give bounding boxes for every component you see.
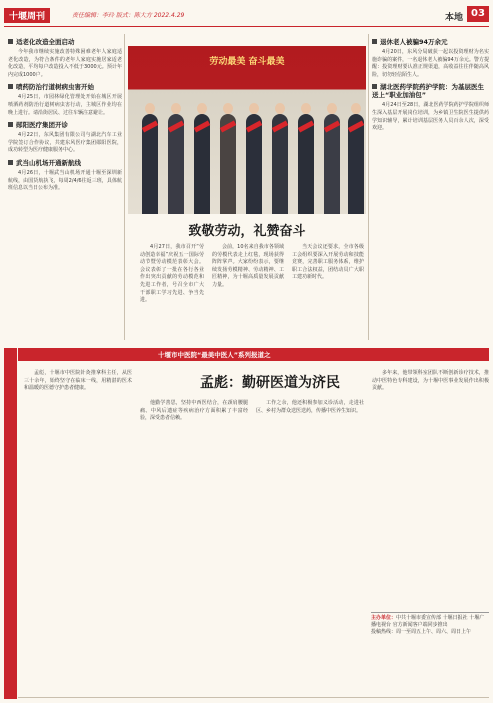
bullet-icon — [8, 39, 13, 44]
profile-headline: 孟彪：勤研医道为济民 — [200, 375, 340, 391]
bullet-icon — [8, 160, 13, 165]
story-column: 多年来，他带领科室团队不断创新诊疗技术，推动中医特色专科建设，为十堰中医事业发展作出积极贡献。 — [372, 370, 489, 392]
section-side-bar — [4, 348, 17, 699]
series-banner — [18, 348, 489, 361]
organizer-text: 中共十堰市委宣传部 十堰日报社 十堰广播电视台 官方新闻客户端同步推出 — [371, 615, 485, 628]
honoree-figure — [220, 114, 236, 214]
honoree-figure — [194, 114, 210, 214]
honoree-figure — [246, 114, 262, 214]
editor-credits: 责任编辑：李玲 版式：陈大方 2022.4.29 — [72, 12, 185, 19]
series-title: 十堰市中医院“最美中医人”系列报道之 — [158, 351, 271, 359]
brief-body: 今年我市继续实施改善特殊困难老年人家庭适老化改造，为符合条件的老年人家庭实施居家适老化改造，平均每户改造投入不低于3000元。预计年内完成1000户。 — [8, 49, 122, 78]
header-rule — [4, 26, 489, 27]
organizer-box — [371, 612, 489, 636]
section-label: 本地 — [444, 13, 463, 23]
news-brief — [8, 38, 122, 79]
organizer-tag: 主办单位： — [371, 615, 397, 621]
news-brief — [372, 83, 489, 132]
bullet-icon — [8, 122, 13, 127]
brief-title: 武当山机场开通新航线 — [16, 158, 81, 167]
brief-body: 4月26日，十堰武当山机场开通十堰至深圳新航线，由国货航执飞，每周2/4/6往返三班，具体航班信息以当日公布为准。 — [8, 169, 122, 192]
story-column: 孟彪，十堰市中医院针灸推拿科主任，从医三十余年，始终坚守在临床一线，用精湛的医术和温暖的医德守护患者健康。 — [24, 370, 132, 392]
stage-banner: 劳动最美 奋斗最美 — [209, 57, 285, 67]
honoree-figure — [324, 114, 340, 214]
brief-title: 郧阳医疗集团开诊 — [16, 121, 68, 130]
brief-body: 4月24日至28日，湖北医药学院药护学院组织师生深入基层开展岗位培训，为乡镇卫生院医生提供药学知识辅导，累计培训基层医务人员百余人次，深受欢迎。 — [372, 102, 489, 132]
brief-body: 4月22日，东风集团有限公司与湖北汽车工业学院签订合作协议，共建东风医疗集团郧阳医院，成功转型为医疗健康服务中心。 — [8, 132, 122, 154]
news-brief — [8, 159, 122, 193]
brief-title: 退休老人被骗94万余元 — [380, 38, 448, 46]
brief-body: 4月20日，东风分局破获一起以投资理财为名实施诈骗的案件，一名退休老人被骗94万余元。警方提醒：投资理财要认准正规渠道，高收益往往伴随高风险，切勿轻信陌生人。 — [372, 49, 489, 78]
story-column: 当天会议还要求，全市各级工会组织要深入开展劳动和技能竞赛，完善职工服务体系，维护职工合法权益，团结动员广大职工建功新时代。 — [292, 244, 364, 281]
page-header — [0, 0, 493, 26]
bullet-icon — [372, 84, 377, 89]
honoree-figure — [348, 114, 364, 214]
masthead: 十堰周刊 — [4, 8, 50, 23]
brief-title: 喷药防治行道树病虫害开始 — [16, 83, 94, 92]
news-brief — [8, 83, 122, 117]
honoree-figure — [298, 114, 314, 214]
story-column: 他勤学善思，坚持中西医结合，在颈肩腰腿痛、中风后遗症等疾病治疗方面积累了丰富经验，深受患者信赖。 — [140, 400, 248, 422]
story-column: 工作之余，他还积极参加义诊活动，走进社区、乡村为群众送医送药，传播中医养生知识。 — [256, 400, 364, 414]
honoree-figure — [272, 114, 288, 214]
brief-body: 4月25日，市园林绿化管理处开始在城区开展喷洒药剂防治行道树病虫害行动，主城区作业均在晚上进行。请沿街居民、过往车辆注意避让。 — [8, 94, 122, 116]
brief-title: 适老化改造全面启动 — [16, 38, 75, 46]
news-brief — [8, 121, 122, 155]
honoree-figure — [142, 114, 158, 214]
footer-rule — [18, 697, 489, 698]
column-divider — [124, 34, 125, 340]
right-news-column — [372, 34, 489, 134]
hotline-text: 投稿热线：周一至周五上午、周六、周日上午 — [371, 629, 472, 635]
column-divider — [368, 34, 369, 340]
brief-title: 湖北医药学院药护学院：为基层医生送上“职业加油包” — [372, 83, 484, 100]
award-ceremony-photo — [128, 46, 366, 214]
news-brief — [372, 38, 489, 79]
left-news-column — [8, 34, 122, 194]
honoree-figure — [168, 114, 184, 214]
page-number: 03 — [467, 6, 489, 22]
bullet-icon — [372, 39, 377, 44]
story-column: 4月27日，我市召开“劳动创造幸福”庆祝五一国际劳动节暨劳动模范表彰大会。会议表彰了一批在各行各业作出突出贡献的劳动模范和先进工作者，号召全市广大干部职工学习先进、争当先进。 — [140, 244, 204, 304]
main-headline: 致敬劳动，礼赞奋斗 — [188, 224, 306, 239]
bullet-icon — [8, 84, 13, 89]
story-column: 会前，10名来自我市各领域的劳模代表走上红毯，现场获得阵阵掌声。大家纷纷表示，要继续发扬劳模精神、劳动精神、工匠精神，为十堰高质量发展贡献力量。 — [212, 244, 284, 288]
